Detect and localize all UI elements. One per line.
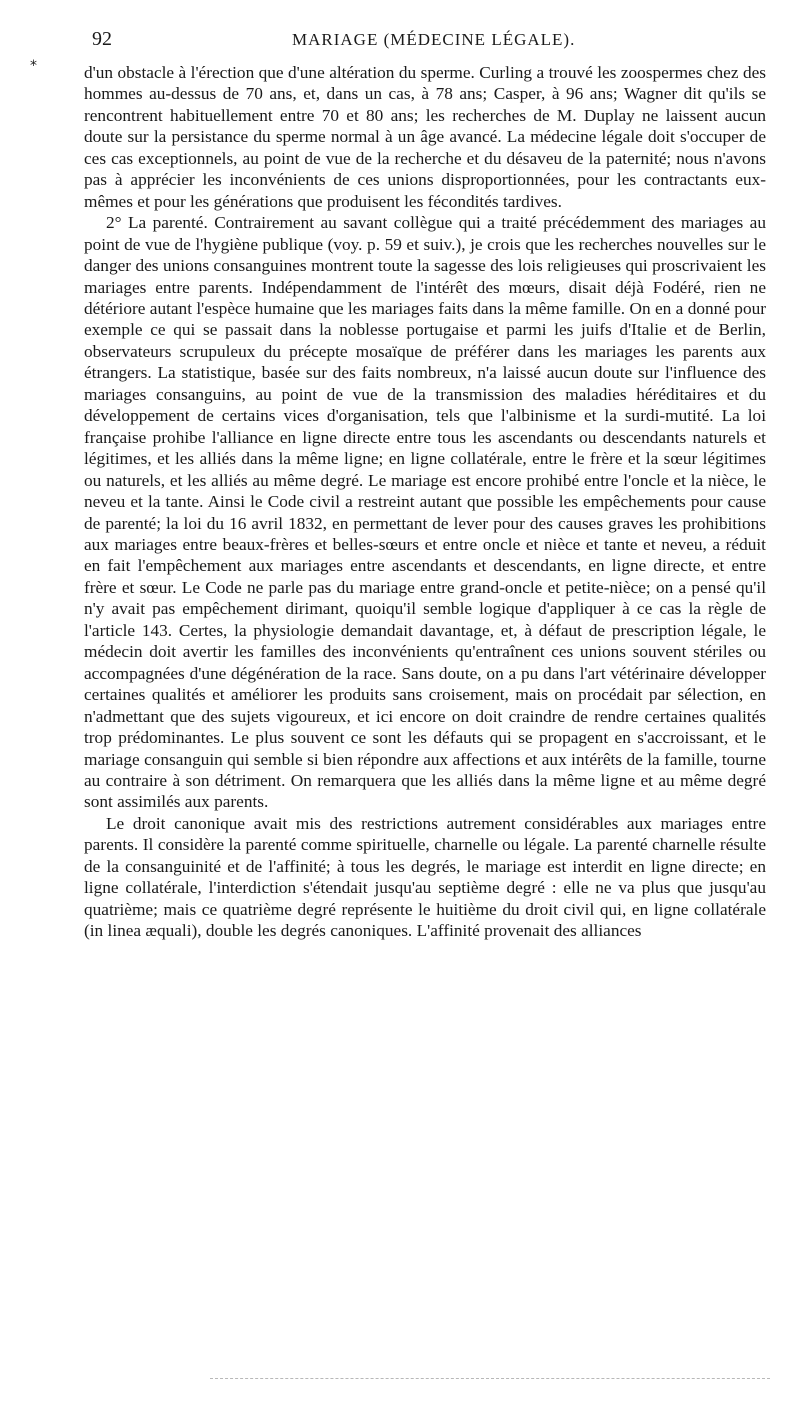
- page-header: [92, 28, 768, 58]
- body-text: [84, 62, 766, 942]
- paragraph-droit-canonique: Le droit canonique avait mis des restrictions autrement considérables aux mariages entre parents. Il considère la parenté comme spirituelle, charnelle ou légale. La parenté charnelle résulte de la consanguinité et de l'affinité; à tous les degrés, le mariage est interdit en ligne directe; en ligne collatérale, l'interdiction s'étendait jusqu'au septième degré : elle ne va plus que jusqu'au quatrième; mais ce quatrième degré représente le huitième du droit civil qui, en ligne collatérale (in linea æquali), double les degrés canoniques. L'affinité provenait des alliances: [84, 813, 766, 941]
- paragraph-continuation: d'un obstacle à l'érection que d'une altération du sperme. Curling a trouvé les zoospermes chez des hommes au-dessus de 70 ans, et, dans un cas, à 78 ans; Casper, à 96 ans; Wagner dit qu'ils se rencontrent habituellement entre 70 et 80 ans; les recherches de M. Duplay ne laissent aucun doute sur la persistance du sperme normal à un âge avancé. La médecine légale doit s'occuper de ces cas exceptionnels, au point de vue de la recherche et du désaveu de la paternité; nous n'avons pas à apprécier les inconvénients de ces unions disproportionnées, pour les contractants eux-mêmes et pour les générations que produisent les fécondités tardives.: [84, 63, 766, 211]
- footer-rule: [210, 1378, 770, 1379]
- margin-asterisk-mark: *: [30, 58, 37, 74]
- page-number: 92: [92, 28, 112, 50]
- running-head: MARIAGE (MÉDECINE LÉGALE).: [292, 30, 576, 49]
- paragraph-parente: 2° La parenté. Contrairement au savant collègue qui a traité précédemment des mariages au point de vue de l'hygiène publique (voy. p. 59 et suiv.), je crois que les recherches nouvelles sur le danger des unions consanguines montrent toute la sagesse des lois religieuses qui proscrivaient les mariages entre parents. Indépendamment de l'intérêt des mœurs, disait déjà Fodéré, rien ne détériore autant l'espèce humaine que les mariages faits dans la même famille. On en a donné pour exemple ce qui se passait dans la noblesse portugaise et parmi les juifs d'Italie et de Berlin, observateurs scrupuleux du précepte mosaïque de préférer dans les mariages les parents aux étrangers. La statistique, basée sur des faits nombreux, n'a laissé aucun doute sur l'influence des mariages consanguins, au point de vue de la transmission des maladies héréditaires et du développement de certains vices d'organisation, tels que l'albinisme et la surdi-mutité. La loi française prohibe l'alliance en ligne directe entre tous les ascendants ou descendants naturels et légitimes, et les alliés dans la même ligne; en ligne collatérale, entre le frère et la sœur légitimes ou naturels, et les alliés au même degré. Le mariage est encore prohibé entre l'oncle et la nièce, le neveu et la tante. Ainsi le Code civil a restreint autant que possible les empêchements pour cause de parenté; la loi du 16 avril 1832, en permettant de lever pour des causes graves les prohibitions aux mariages entre beaux-frères et belles-sœurs et entre oncle et nièce et tante et neveu, a réduit en fait l'empêchement aux mariages entre ascendants et descendants, en ligne directe, et entre frère et sœur. Le Code ne parle pas du mariage entre grand-oncle et petite-nièce; on a pensé qu'il n'y avait pas empêchement dirimant, quoiqu'il semble logique d'appliquer à ce cas la règle de l'article 143. Certes, la physiologie demandait davantage, et, à défaut de prescription légale, le médecin doit avertir les familles des inconvénients qu'entraînent ces unions souvent stériles ou accompagnées d'une dégénération de la race. Sans doute, on a pu dans l'art vétérinaire développer certaines qualités et améliorer les produits sans croisement, mais on procédait par sélection, en n'admettant que des sujets vigoureux, et ici encore on doit craindre de rendre certaines qualités trop prédominantes. Le plus souvent ce sont les défauts qui se propagent en s'accroissant, et le mariage consanguin qui semble si bien répondre aux affections et aux intérêts de la famille, tourne au contraire à son détriment. On remarquera que les alliés dans la même ligne et au même degré sont assimilés aux parents.: [84, 213, 766, 812]
